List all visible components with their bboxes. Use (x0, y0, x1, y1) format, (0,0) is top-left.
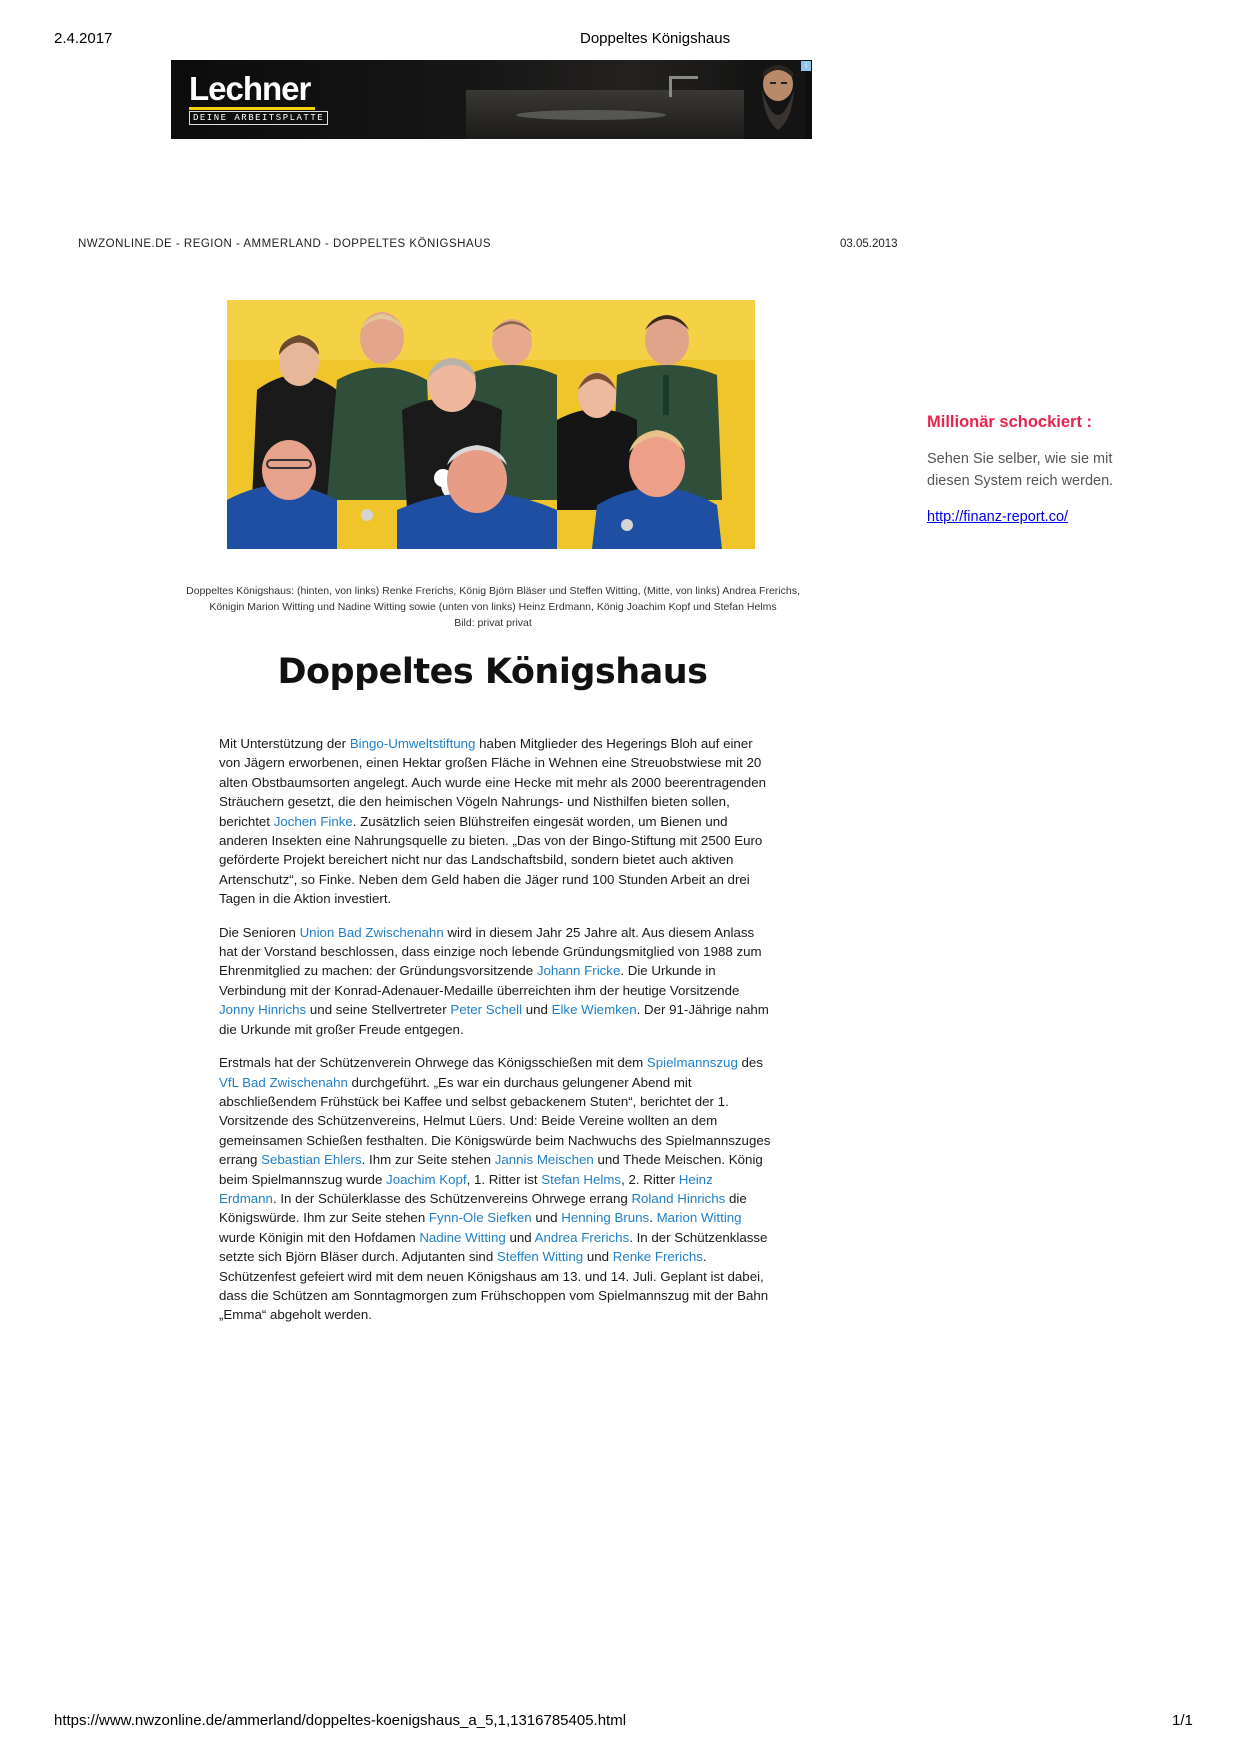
article-headline: Doppeltes Königshaus (277, 652, 708, 692)
ad-logo-stripe (189, 107, 315, 110)
article-inline-link[interactable]: Heinz Erdmann (219, 1171, 713, 1206)
ad-tap-graphic (669, 76, 698, 97)
article-text-run: Die Senioren (219, 924, 300, 940)
article-text-run: und (583, 1249, 613, 1265)
article-text-run: des (737, 1055, 763, 1071)
side-ad-text: Sehen Sie selber, wie sie mit diesen System reich werden. (927, 451, 1114, 489)
article-text-run: . In der Schülerklasse des Schützenvereins Ohrwege errang (272, 1190, 632, 1206)
article-text-run: , 2. Ritter (621, 1171, 679, 1187)
ad-banner[interactable] (171, 60, 812, 139)
article-inline-link[interactable]: Jannis Meischen (494, 1152, 594, 1168)
photo-caption-text: Doppeltes Königshaus: (hinten, von links) Renke Frerichs, König Björn Bläser und Steffen Witting, (Mitte, von links) Andrea Frerichs, Königin Marion Witting und Nadine Witting sowie (unten von links) Heinz Erdmann, König Joachim Kopf und Stefan Helms (186, 585, 800, 613)
article-text-run: haben Mitglieder des Hegerings Bloh auf einer von Jägern erworbenen, einen Hektar großen Fläche in Wehnen eine Streuobstwiese mit 20 alten Obstbaumsorten angelegt. Auch wurde eine Hecke mit mehr als 2000 beerentragenden Sträuchern gesetzt, die den heimischen Vögeln Nahrungs- und Nisthilfen bieten sollen, berichtet (219, 736, 766, 829)
article-inline-link[interactable]: Andrea Frerichs (534, 1229, 630, 1245)
article-inline-link[interactable]: Nadine Witting (419, 1229, 506, 1245)
ad-cups-graphic (516, 110, 666, 120)
photo-caption (170, 583, 816, 631)
article-inline-link[interactable]: Renke Frerichs (612, 1249, 703, 1265)
article-inline-link[interactable]: Peter Schell (450, 1002, 523, 1018)
article-text-run: Erstmals hat der Schützenverein Ohrwege das Königsschießen mit dem (219, 1055, 647, 1071)
article-inline-link[interactable]: Union Bad Zwischenahn (299, 924, 444, 940)
article-inline-link[interactable]: Steffen Witting (496, 1249, 584, 1265)
article-text-run: und (531, 1210, 562, 1226)
side-ad-link[interactable]: http://finanz-report.co/ (927, 509, 1069, 525)
article-text-run: . (649, 1210, 657, 1226)
article-text-run: Mit Unterstützung der (219, 736, 350, 751)
article-inline-link[interactable]: Bingo-Umweltstiftung (349, 736, 476, 751)
article-inline-link[interactable]: Roland Hinrichs (631, 1190, 726, 1206)
article-inline-link[interactable]: Joachim Kopf (386, 1171, 467, 1187)
side-ad[interactable] (927, 413, 1157, 526)
print-footer-page-number: 1/1 (1172, 1712, 1193, 1729)
article-inline-link[interactable]: VfL Bad Zwischenahn (219, 1074, 348, 1090)
group-photo-illustration (227, 300, 755, 549)
ad-man-image (744, 60, 806, 139)
article-body (219, 734, 774, 1339)
article-text-run: durchgeführt. „Es war ein durchaus gelungener Abend mit abschließendem Frühstück bei Kaffee und selbst gebackenem Stuten“, berichtet der 1. Vorsitzende des Schützenvereins, Helmut Lüers. Und: Beide Vereine wollten an dem gemeinsamen Schießen festhalten. Die Königswürde beim Nachwuchs des Spielmannszuges errang (219, 1074, 771, 1168)
article-text-run: . Die Urkunde in Verbindung mit der Konrad-Adenauer-Medaille überreichten ihm der heutige Vorsitzende (219, 963, 740, 998)
article-text-run: . Ihm zur Seite stehen (361, 1152, 495, 1168)
article-date: 03.05.2013 (840, 238, 898, 250)
article-inline-link[interactable]: Johann Fricke (536, 963, 621, 979)
ad-info-icon[interactable]: i (801, 61, 811, 71)
article-text-run: wird in diesem Jahr 25 Jahre alt. Aus diesem Anlass hat der Vorstand beschlossen, dass einzige noch lebende Gründungsmitglied von 1988 zum Ehrenmitglied zu machen: der Gründungsvorsitzende (219, 924, 762, 979)
article-text-run: . Der 91-Jährige nahm die Urkunde mit großer Freude entgegen. (219, 1002, 769, 1037)
article-text-run: und (505, 1229, 535, 1245)
article-text-run: . In der Schützenklasse setzte sich Björn Bläser durch. Adjutanten sind (219, 1229, 768, 1265)
article-paragraph (219, 734, 774, 909)
article-inline-link[interactable]: Stefan Helms (541, 1171, 622, 1187)
article-inline-link[interactable]: Henning Bruns (561, 1210, 650, 1226)
article-text-run: wurde Königin mit den Hofdamen (219, 1229, 420, 1245)
article-text-run: und (522, 1002, 552, 1018)
breadcrumb: NWZONLINE.DE - REGION - AMMERLAND - DOPPELTES KÖNIGSHAUS (78, 238, 492, 250)
article-inline-link[interactable]: Elke Wiemken (551, 1002, 637, 1018)
print-header-date: 2.4.2017 (54, 30, 113, 47)
article-text-run: , 1. Ritter ist (466, 1171, 542, 1187)
article-text-run: die Königswürde. Ihm zur Seite stehen (219, 1190, 747, 1226)
article-text-run: und seine Stellvertreter (306, 1002, 451, 1018)
article-paragraph (219, 1053, 774, 1325)
ad-slogan: DEINE ARBEITSPLATTE (189, 111, 328, 125)
article-photo (227, 300, 755, 549)
article-text-run: . Schützenfest gefeiert wird mit dem neuen Königshaus am 13. und 14. Juli. Geplant ist dabei, dass die Schützen am Sonntagmorgen zum Frühschoppen vom Spielmannszug mit der Bahn „Emma“ abgeholt werden. (219, 1249, 769, 1323)
article-paragraph (219, 923, 774, 1039)
article-inline-link[interactable]: Jochen Finke (273, 813, 353, 829)
article-inline-link[interactable]: Spielmannszug (646, 1055, 738, 1071)
article-inline-link[interactable]: Sebastian Ehlers (261, 1152, 362, 1168)
print-header-title: Doppeltes Königshaus (580, 30, 731, 47)
article-text-run: . Zusätzlich seien Blühstreifen eingesät worden, um Bienen und anderen Insekten eine Nahrungsquelle zu bieten. „Das von der Bingo-Stiftung mit 2500 Euro geförderte Projekt bereichert nicht nur das Landschaftsbild, sondern bietet auch aktiven Artenschutz“, so Finke. Neben dem Geld haben die Jäger rund 100 Stunden Arbeit an drei Tagen in die Aktion investiert. (219, 813, 763, 907)
article-inline-link[interactable]: Fynn-Ole Siefken (428, 1210, 532, 1226)
photo-credit: Bild: privat privat (454, 617, 532, 629)
side-ad-title: Millionär schockiert : (927, 413, 1093, 431)
article-inline-link[interactable]: Jonny Hinrichs (219, 1002, 307, 1018)
ad-logo: Lechner (189, 70, 311, 107)
print-footer-url: https://www.nwzonline.de/ammerland/doppeltes-koenigshaus_a_5,1,1316785405.html (54, 1712, 627, 1729)
article-inline-link[interactable]: Marion Witting (656, 1210, 742, 1226)
article-text-run: und Thede Meischen. König beim Spielmannszug wurde (219, 1152, 763, 1187)
